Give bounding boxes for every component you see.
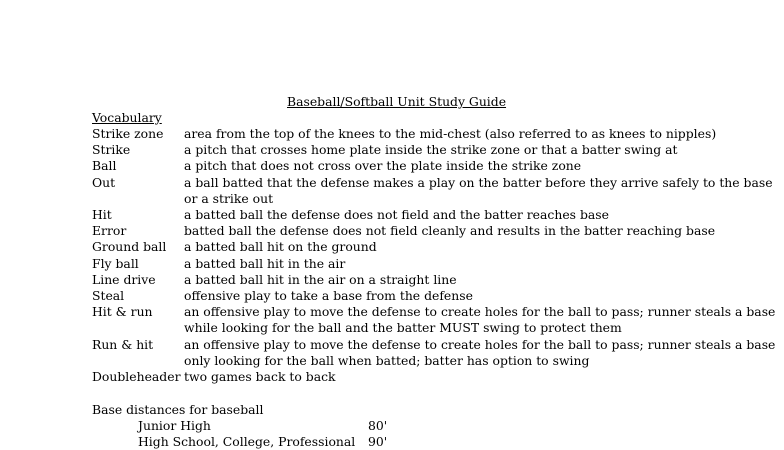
- vocab-definition: a batted ball hit in the air on a straight line: [184, 271, 457, 287]
- vocab-row: [92, 304, 782, 336]
- vocab-term: Line drive: [92, 271, 156, 287]
- vocab-term: Doubleheader: [92, 369, 181, 385]
- vocab-term: Run & hit: [92, 336, 154, 352]
- vocab-term: Steal: [92, 288, 125, 304]
- vocab-definition: a pitch that does not cross over the plate inside the strike zone: [184, 158, 582, 174]
- vocab-term: Error: [92, 223, 127, 239]
- vocab-definition: a pitch that crosses home plate inside the strike zone or that a batter swing at: [184, 142, 678, 158]
- vocab-definition: offensive play to take a base from the defense: [184, 288, 473, 304]
- vocab-row: [92, 175, 782, 207]
- vocab-row: [92, 126, 782, 142]
- base-distances-heading: Base distances for baseball: [92, 402, 264, 417]
- vocabulary-heading: Vocabulary: [92, 110, 162, 125]
- vocab-row: [92, 158, 782, 174]
- vocab-row: [92, 369, 782, 385]
- vocab-definition: batted ball the defense does not field cleanly and results in the batter reaching base: [184, 223, 716, 239]
- vocabulary-list: [92, 126, 782, 385]
- vocab-definition: an offensive play to move the defense to create holes for the ball to pass; runner steals a base while looking for the ball and the batter MUST swing to protect them: [184, 304, 776, 336]
- distance-value: 80': [368, 418, 388, 433]
- vocab-term: Ground ball: [92, 239, 167, 255]
- vocab-definition: two games back to back: [184, 369, 336, 385]
- distance-row: [138, 434, 355, 450]
- vocab-row: [92, 256, 782, 272]
- document-title: Baseball/Softball Unit Study Guide: [287, 94, 507, 109]
- distance-value: 90': [368, 434, 388, 449]
- vocab-term: Out: [92, 174, 116, 190]
- vocab-term: Strike zone: [92, 126, 164, 141]
- vocab-row: [92, 272, 782, 288]
- distance-level: High School, College, Professional: [138, 434, 356, 449]
- vocab-definition: a batted ball the defense does not field and the batter reaches base: [184, 207, 609, 223]
- vocab-definition: area from the top of the knees to the mid-chest (also referred to as knees to nipples): [184, 126, 717, 141]
- vocab-row: [92, 207, 782, 223]
- vocab-row: [92, 142, 782, 158]
- vocab-row: [92, 223, 782, 239]
- vocab-term: Hit & run: [92, 304, 153, 320]
- vocab-row: [92, 239, 782, 255]
- vocab-term: Fly ball: [92, 255, 139, 271]
- vocab-term: Ball: [92, 158, 117, 174]
- vocab-term: Strike: [92, 142, 131, 158]
- vocab-definition: an offensive play to move the defense to create holes for the ball to pass; runner steals a base only looking for the ball when batted; batter has option to swing: [184, 336, 776, 368]
- vocab-row: [92, 288, 782, 304]
- vocab-term: Hit: [92, 207, 112, 223]
- vocab-definition: a batted ball hit in the air: [184, 255, 346, 271]
- vocab-definition: a ball batted that the defense makes a play on the batter before they arrive safely to the base or a strike out: [184, 174, 773, 206]
- vocab-definition: a batted ball hit on the ground: [184, 239, 377, 255]
- distance-row: [138, 418, 211, 434]
- vocab-row: [92, 337, 782, 369]
- distance-level: Junior High: [138, 418, 211, 433]
